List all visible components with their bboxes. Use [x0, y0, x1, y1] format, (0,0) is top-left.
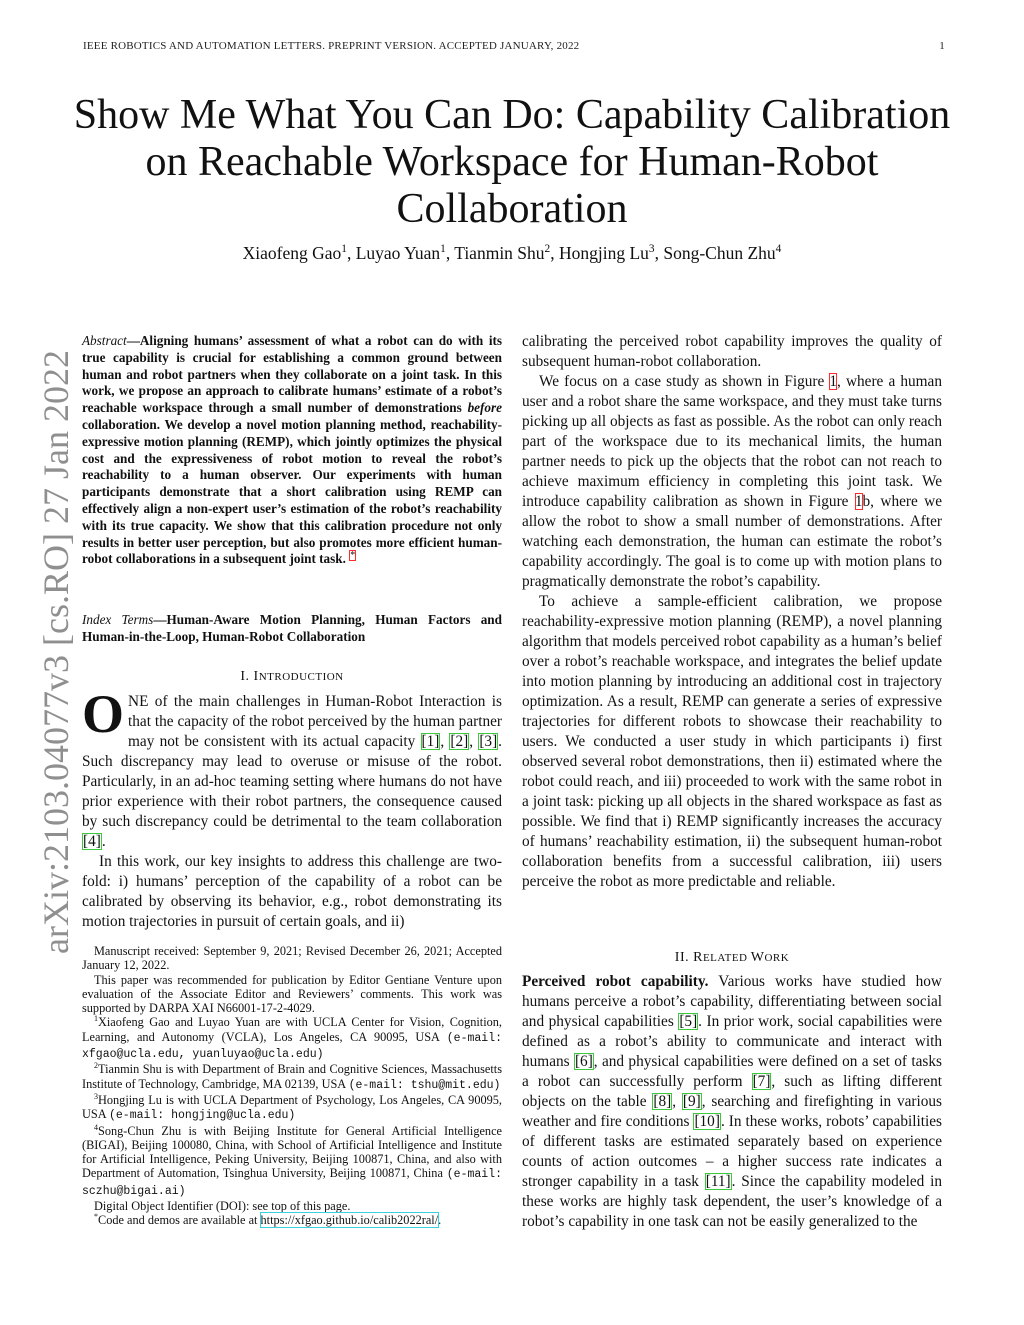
title-line-1: Show Me What You Can Do: Capability Calibration [73, 92, 951, 138]
author: Hongjing Lu$^3$, [558, 243, 664, 263]
related-work-text [522, 972, 942, 1232]
journal-header: IEEE ROBOTICS AND AUTOMATION LETTERS. PREPRINT VERSION. ACCEPTED JANUARY, 2022 [83, 40, 580, 52]
author: Xiaofeng Gao$^1$, [242, 243, 356, 263]
section-heading-related-work: II. RELATED WORK [674, 950, 790, 965]
footnotes [82, 944, 502, 1228]
footnote-affiliation-1: $^1$Xiaofeng Gao and Luyao Yuan are with UCLA Center for Vision, Cognition, Learning, and Autonomy (VCLA), Los Angeles, CA 90095, USA (e-mail: xfgao@ucla.edu, yuanluyao@ucla.edu) [82, 1014, 502, 1062]
footnote-code: *Code and demos are available at https://xfgao.github.io/calib2022ral/. [94, 1212, 442, 1228]
citation-link[interactable]: [1] [421, 733, 440, 750]
section-heading-introduction: I. INTRODUCTION [240, 669, 344, 684]
index-terms: Index Terms—Human-Aware Motion Planning, Human Factors and Human-in-the-Loop, Human-Robot Collaboration [82, 612, 502, 644]
abstract: Abstract—Aligning humans’ assessment of what a robot can do with its true capability is crucial for establishing a common ground between human and robot partners when they collaborate on a joint task. In this work, we propose an approach to calibrate humans’ estimate of a robot’s reachable workspace through a small number of demonstrations before collaboration. We develop a novel motion planning method, reachability-expressive motion planning (REMP), which jointly optimizes the physical cost and the expressiveness of robot motion to reveal the robot’s reachability to a human observer. Our experiments with human participants demonstrate that a short calibration using REMP can effectively align a non-expert user’s estimation of the robot’s reachability with its true capacity. We show that this calibration procedure not only results in better user perception, but also promotes more efficient human-robot collaborations in a subsequent joint task. * [82, 333, 502, 567]
citation-link[interactable]: [7] [752, 1073, 771, 1090]
footnote-doi: Digital Object Identifier (DOI): see top of this page. [94, 1199, 351, 1214]
title-line-3: Collaboration [396, 186, 628, 232]
figure-link[interactable]: 1 [829, 373, 838, 390]
author-list [40, 243, 984, 264]
citation-link[interactable]: [6] [574, 1053, 593, 1070]
citation-link[interactable]: [8] [653, 1093, 672, 1110]
footnote-link[interactable]: * [350, 549, 356, 561]
running-header [83, 40, 945, 52]
right-paragraph-1: We focus on a case study as shown in Figure 1, where a human user and a robot share the same workspace, and they must take turns picking up all objects as fast as possible. As the robot can only reach part of the workspace due to its mechanical limits, the human partner needs to pick up the objects that the robot can not reach to achieve maximum efficiency in completing this joint task. We introduce capability calibration as shown in Figure 1b, where we allow the robot to show a small number of demonstrations. After watching each demonstration, the human can estimate the robot’s capability accordingly. The goal is to come up with motion plans to pragmatically demonstrate the robot’s capability. [522, 373, 943, 590]
author: Song-Chun Zhu$^4$ [663, 243, 782, 263]
intro-paragraph-2: In this work, our key insights to address this challenge are two-fold: i) humans’ perception of the capability of a robot can be calibrated by observing its behavior, e.g., robot demonstrating its motion trajectories in pursuit of certain goals, and ii) [82, 853, 502, 930]
footnote-affiliation-4: $^4$Song-Chun Zhu is with Beijing Institute for General Artificial Intelligence (BIGAI), Beijing 100080, China, with School of Artificial Intelligence and Institute for Artificial Intelligence, Peking University, Beijing 100871, China, and also with Department of Automation, Tsinghua University, Beijing 100871, China (e-mail: sczhu@bigai.ai) [82, 1122, 502, 1198]
citation-link[interactable]: [5] [679, 1013, 698, 1030]
right-paragraph-0: calibrating the perceived robot capability improves the quality of subsequent human-robot collaboration. [522, 333, 942, 370]
footnote-affiliation-3: $^3$Hongjing Lu is with UCLA Department of Psychology, Los Angeles, CA 90095, USA (e-mail: hongjing@ucla.edu) [82, 1091, 502, 1123]
intro-paragraph-1: ONE of the main challenges in Human-Robot Interaction is that the capacity of the robot perceived by the human partner may not be consistent with its actual capacity [1], [2], [3]. Such discrepancy may lead to overuse or misuse of the robot. Particularly, in an ad-hoc teaming setting where humans do not have prior experience with their robot partners, the consequence caused by such discrepancy could be detrimental to the team collaboration [4]. [82, 684, 502, 850]
citation-link[interactable]: [4] [83, 833, 101, 850]
code-url-link[interactable]: https://xfgao.github.io/calib2022ral/ [260, 1213, 439, 1228]
citation-link[interactable]: [11] [705, 1173, 731, 1190]
figure-link[interactable]: 1 [854, 493, 863, 510]
citation-link[interactable]: [9] [682, 1093, 701, 1110]
citation-link[interactable]: [2] [450, 733, 469, 750]
subsection-heading: Perceived robot capability. [522, 973, 709, 990]
related-paragraph-1: Perceived robot capability. Various works have studied how humans perceive a robot’s capability, differentiating between social and physical capabilities [5]. In prior work, social capabilities were defined as a robot’s ability to communicate and interact with humans [6], and physical capabilities were defined on a set of tasks a robot can successfully perform [7], such as lifting different objects on the table [8], [9], searching and firefighting in various weather and fire conditions [10]. In these works, robots’ capabilities of different tasks are estimated separately based on experience counts of action outcomes – a higher success rate indicates a stronger capability in a task [11]. Since the capability modeled in these works are highly task dependent, the user’s knowledge of a robot’s capability in one task can not be easily generalized to the [522, 973, 942, 1230]
page-number: 1 [939, 40, 945, 52]
citation-link[interactable]: [3] [479, 733, 498, 750]
footnote-manuscript: Manuscript received: September 9, 2021; Revised December 26, 2021; Accepted January 12, 2022. [82, 944, 502, 973]
right-column-text [522, 332, 942, 892]
footnote-affiliation-2: $^2$Tianmin Shu is with Department of Brain and Cognitive Sciences, Massachusetts Institute of Technology, Cambridge, MA 02139, USA (e-mail: tshu@mit.edu) [82, 1061, 502, 1092]
title-line-2: on Reachable Workspace for Human-Robot [145, 139, 879, 185]
paper-title [40, 92, 984, 233]
right-paragraph-2: To achieve a sample-efficient calibration, we propose reachability-expressive motion planning (REMP), a novel planning algorithm that models perceived robot capability as a human’s belief over a robot’s reachable workspace, and integrates the belief update into motion planning by introducing an additional cost in trajectory optimization. As a result, REMP can generate a series of expressive trajectories for different robots to showcase their reachability to users. We conducted a user study in which participants i) first observed several robot demonstrations, then ii) estimated where the robot could reach, and iii) proceeded to work with the same robot in a joint task: picking up all objects in the shared workspace as fast as possible. We find that i) REMP significantly increases the accuracy of humans’ reachability estimation, ii) the subsequent human-robot collaboration benefits from a successful calibration, iii) users perceive the robot as more predictable and reliable. [522, 593, 942, 890]
author: Tianmin Shu$^2$, [454, 243, 559, 263]
author: Luyao Yuan$^1$, [355, 243, 455, 263]
drop-cap: O [82, 684, 125, 744]
arxiv-stamp: arXiv:2103.04077v3 [cs.RO] 27 Jan 2022 [36, 350, 76, 954]
citation-link[interactable]: [10] [694, 1113, 720, 1130]
footnote-editor: This paper was recommended for publication by Editor Gentiane Venture upon evaluation of the Associate Editor and Reviewers’ comments. This work was supported by DARPA XAI N66001-17-2-4029. [82, 972, 502, 1016]
introduction-text [82, 684, 502, 932]
